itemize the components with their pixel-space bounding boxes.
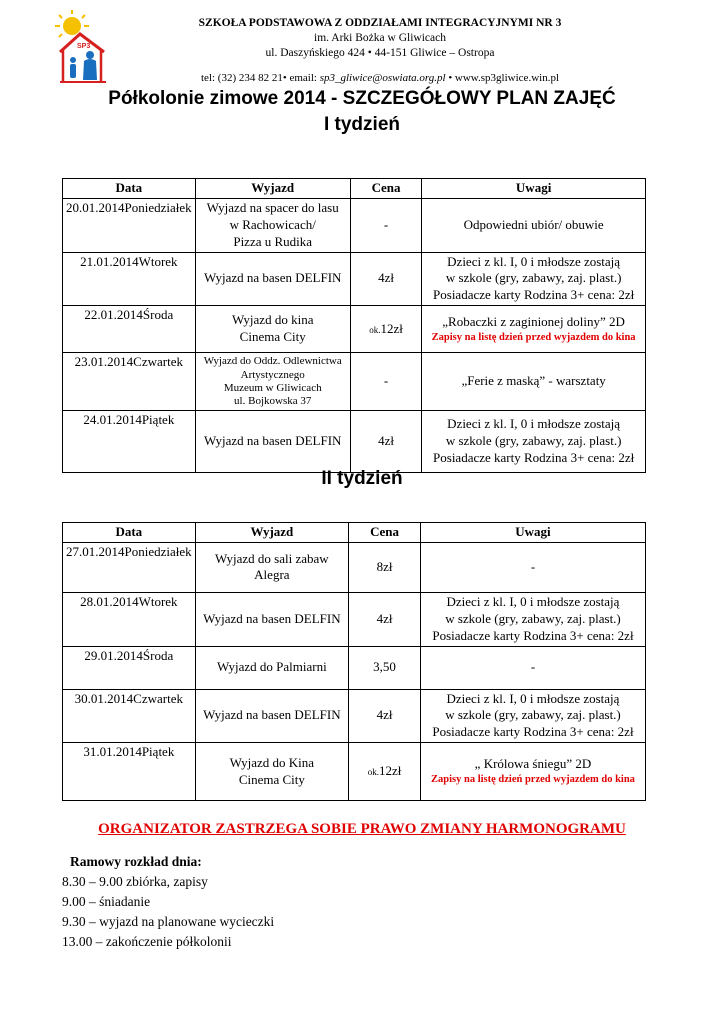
price-cell — [350, 252, 421, 306]
notes-cell — [422, 411, 646, 473]
page-title — [0, 86, 724, 137]
notes-cell — [420, 592, 645, 646]
trip-cell — [195, 542, 348, 592]
header-price: Cena — [349, 523, 421, 543]
date-cell — [63, 411, 196, 473]
notes-warning: Zapisy na listę dzień przed wyjazdem do kina — [431, 774, 635, 786]
date-text: 21.01.2014 — [80, 253, 139, 269]
trip-line: Wyjazd do kina — [231, 312, 314, 328]
price-cell — [350, 198, 421, 252]
table-row — [63, 353, 646, 411]
school-address: ul. Daszyńskiego 424 • 44-151 Gliwice – Ostropa — [265, 47, 495, 59]
notes-line: Posiadacze karty Rodzina 3+ cena: 2zł — [432, 724, 634, 740]
school-patron: im. Arki Bożka w Gliwicach — [314, 32, 446, 44]
date-text: 29.01.2014 — [84, 647, 143, 663]
day-text: Środa — [142, 647, 174, 663]
trip-line: Wyjazd do sali zabaw — [215, 550, 329, 566]
notes-cell — [420, 542, 645, 592]
price-value: 12zł — [378, 763, 402, 779]
email-link[interactable]: sp3_gliwice@oswiata.org.pl — [319, 72, 446, 84]
daily-schedule — [62, 852, 274, 952]
table-row — [63, 306, 646, 353]
table-row — [63, 646, 646, 689]
price-value: - — [383, 373, 389, 389]
table-row — [63, 592, 646, 646]
date-cell — [63, 306, 196, 353]
schedule-title: Ramowy rozkład dnia: — [70, 854, 202, 869]
trip-cell — [195, 198, 350, 252]
trip-line: Wyjazd na basen DELFIN — [203, 707, 341, 723]
notes-line: „Ferie z maską” - warsztaty — [461, 373, 606, 389]
day-text: Piątek — [141, 744, 175, 760]
header-trip: Wyjazd — [195, 523, 348, 543]
notes-line: Dzieci z kl. I, 0 i młodsze zostają — [446, 690, 620, 706]
price-value: 4zł — [376, 610, 393, 626]
trip-line: Wyjazd do Kina — [229, 754, 315, 770]
date-text: 31.01.2014 — [83, 744, 142, 760]
notes-line: w szkole (gry, zabawy, zaj. plast.) — [445, 433, 622, 449]
table-header-row — [63, 179, 646, 199]
price-cell — [349, 592, 421, 646]
notes-line: Dzieci z kl. I, 0 i młodsze zostają — [447, 253, 621, 269]
trip-line: Alegra — [254, 567, 290, 583]
header-notes: Uwagi — [422, 179, 646, 199]
sun-icon — [55, 10, 89, 37]
notes-line: w szkole (gry, zabawy, zaj. plast.) — [445, 610, 621, 626]
price-cell — [350, 353, 421, 411]
schedule-item: 9.30 – wyjazd na planowane wycieczki — [62, 914, 275, 929]
notes-line: Dzieci z kl. I, 0 i młodsze zostają — [447, 416, 621, 432]
header-trip: Wyjazd — [195, 179, 350, 199]
price-value: 4zł — [378, 433, 394, 449]
day-text: Wtorek — [138, 253, 178, 269]
header-price: Cena — [350, 179, 421, 199]
price-value: 4zł — [378, 270, 394, 286]
header-notes: Uwagi — [420, 523, 645, 543]
notes-cell — [420, 689, 645, 743]
trip-cell — [195, 646, 348, 689]
header-date: Data — [63, 523, 196, 543]
notes-line: Posiadacze karty Rodzina 3+ cena: 2zł — [433, 287, 635, 303]
trip-line: Wyjazd na basen DELFIN — [203, 270, 342, 286]
trip-line: Wyjazd do Oddz. Odlewnictwa — [203, 355, 342, 368]
school-contact — [100, 72, 660, 86]
price-cell — [349, 743, 421, 801]
trip-line: Wyjazd na basen DELFIN — [203, 610, 341, 626]
price-cell — [350, 306, 421, 353]
table-row — [63, 411, 646, 473]
notes-line: - — [530, 659, 536, 675]
date-text: 30.01.2014 — [74, 690, 134, 706]
trip-cell — [195, 411, 350, 473]
notes-cell — [422, 306, 646, 353]
date-cell — [63, 646, 196, 689]
trip-line: Muzeum w Gliwicach — [223, 381, 322, 394]
date-cell — [63, 252, 196, 306]
price-value: 12zł — [380, 320, 403, 336]
table-row — [63, 743, 646, 801]
day-text: Poniedziałek — [124, 543, 192, 559]
day-text: Wtorek — [138, 593, 178, 609]
price-prefix: ok. — [369, 324, 381, 335]
trip-cell — [195, 592, 348, 646]
price-value: - — [383, 216, 389, 232]
title-main: Półkolonie zimowe 2014 - SZCZEGÓŁOWY PLAN ZAJĘĆ — [108, 88, 616, 109]
notes-line: Posiadacze karty Rodzina 3+ cena: 2zł — [433, 450, 635, 466]
date-text: 20.01.2014 — [66, 199, 125, 215]
date-cell — [63, 743, 196, 801]
notes-line: „Robaczki z zaginionej doliny” 2D — [442, 313, 625, 329]
trip-cell — [195, 689, 348, 743]
date-cell — [63, 198, 196, 252]
notes-line: „ Królowa śniegu” 2D — [474, 756, 592, 772]
week2-table — [62, 522, 646, 801]
logo-text: SP3 — [77, 43, 91, 50]
trip-line: w Rachowicach/ — [229, 216, 316, 232]
date-cell — [63, 353, 196, 411]
phone-text: tel: (32) 234 82 21• email: — [201, 72, 320, 84]
trip-cell — [195, 306, 350, 353]
header-date: Data — [63, 179, 196, 199]
day-text: Piątek — [141, 412, 175, 428]
children-figures-icon — [70, 51, 97, 80]
week1-heading: I tydzień — [323, 113, 400, 135]
day-text: Czwartek — [133, 690, 183, 706]
table-row — [63, 198, 646, 252]
day-text: Czwartek — [133, 354, 183, 370]
notes-cell — [422, 353, 646, 411]
trip-line: Pizza u Rudika — [233, 233, 313, 249]
notes-cell — [422, 198, 646, 252]
price-value: 8zł — [376, 558, 393, 574]
notes-line: w szkole (gry, zabawy, zaj. plast.) — [445, 707, 621, 723]
notes-cell — [420, 646, 645, 689]
notes-line: Dzieci z kl. I, 0 i młodsze zostają — [446, 593, 620, 609]
price-cell — [349, 542, 421, 592]
price-cell — [349, 646, 421, 689]
trip-cell — [195, 252, 350, 306]
school-name: SZKOŁA PODSTAWOWA Z ODDZIAŁAMI INTEGRACYJNYMI NR 3 — [198, 17, 562, 29]
week1-table — [62, 178, 646, 473]
date-cell — [63, 542, 196, 592]
date-cell — [63, 689, 196, 743]
notes-line: Odpowiedni ubiór/ obuwie — [463, 216, 604, 232]
price-cell — [350, 411, 421, 473]
trip-line: Artystycznego — [240, 368, 305, 381]
date-cell — [63, 592, 196, 646]
website-link[interactable]: • www.sp3gliwice.win.pl — [445, 72, 559, 84]
price-prefix: ok. — [367, 767, 379, 778]
trip-cell — [195, 353, 350, 411]
price-value: 3,50 — [373, 659, 396, 675]
notes-cell — [420, 743, 645, 801]
trip-line: Wyjazd na spacer do lasu — [206, 199, 339, 215]
trip-cell — [195, 743, 348, 801]
date-text: 24.01.2014 — [83, 412, 142, 428]
table-header-row — [63, 523, 646, 543]
notes-line: w szkole (gry, zabawy, zaj. plast.) — [445, 270, 622, 286]
price-value: 4zł — [376, 707, 393, 723]
notes-cell — [422, 252, 646, 306]
table-row — [63, 542, 646, 592]
notes-line: - — [530, 558, 536, 574]
trip-line: ul. Bojkowska 37 — [234, 394, 312, 407]
organizer-note: ORGANIZATOR ZASTRZEGA SOBIE PRAWO ZMIANY HARMONOGRAMU — [98, 821, 626, 837]
day-text: Poniedziałek — [124, 199, 192, 215]
trip-line: Cinema City — [239, 329, 306, 345]
week2-heading: II tydzień — [321, 468, 403, 489]
trip-line: Wyjazd na basen DELFIN — [203, 433, 342, 449]
schedule-item: 13.00 – zakończenie półkolonii — [62, 934, 232, 949]
schedule-item: 8.30 – 9.00 zbiórka, zapisy — [62, 874, 208, 889]
date-text: 28.01.2014 — [80, 593, 139, 609]
trip-line: Wyjazd do Palmiarni — [217, 659, 327, 675]
notes-warning: Zapisy na listę dzień przed wyjazdem do kina — [431, 331, 636, 343]
trip-line: Cinema City — [238, 771, 305, 787]
date-text: 27.01.2014 — [66, 543, 125, 559]
table-row — [63, 689, 646, 743]
schedule-item: 9.00 – śniadanie — [62, 894, 151, 909]
date-text: 23.01.2014 — [74, 354, 134, 370]
price-cell — [349, 689, 421, 743]
date-text: 22.01.2014 — [84, 307, 143, 323]
table-row — [63, 252, 646, 306]
day-text: Środa — [142, 307, 174, 323]
notes-line: Posiadacze karty Rodzina 3+ cena: 2zł — [432, 627, 634, 643]
